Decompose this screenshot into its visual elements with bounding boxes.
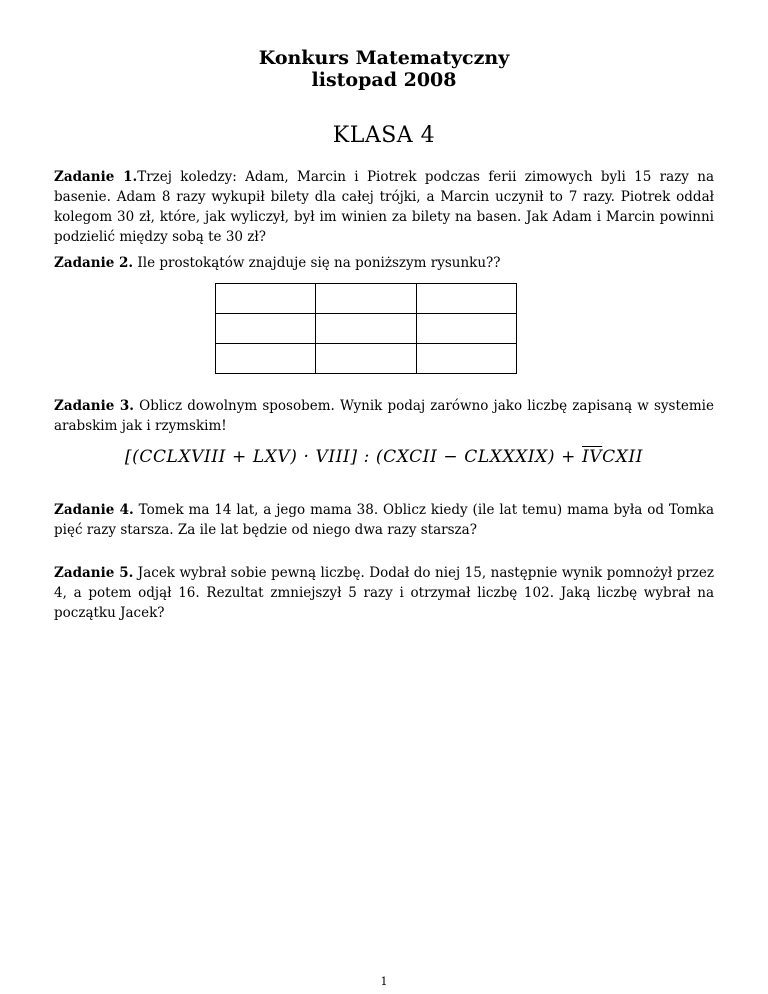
grid-cell	[416, 284, 516, 314]
task-1-text: Trzej koledzy: Adam, Marcin i Piotrek podczas ferii zimowych byli 15 razy na basenie. Adam 8 razy wykupił bilety dla całej trójki, a Marcin uczynił to 7 razy. Piotrek oddał kolegom 30 zł, które, jak wyliczył, był im winien za bilety na basen. Jak Adam i Marcin powinni podzielić między sobą te 30 zł?	[54, 169, 715, 245]
expression-main-part: [(CCLXVIII + LXV) · VIII] : (CXCII − CLXXXIX) +	[124, 447, 582, 467]
expression-final-part: CXII	[602, 447, 644, 467]
task-4-text: Tomek ma 14 lat, a jego mama 38. Oblicz kiedy (ile lat temu) mama była od Tomka pięć razy starsza. Za ile lat będzie od niego dwa razy starsza?	[54, 502, 714, 538]
page-number: 1	[380, 975, 388, 988]
grid-cell	[416, 344, 516, 374]
roman-numeral-expression	[0, 447, 768, 467]
grid-row	[216, 314, 517, 344]
task-3	[54, 396, 714, 436]
task-2-label: Zadanie 2.	[54, 255, 134, 271]
grid-row	[216, 344, 517, 374]
grid-cell	[316, 284, 416, 314]
task-5-text: Jacek wybrał sobie pewną liczbę. Dodał do niej 15, następnie wynik pomnożył przez 4, a potem odjął 16. Rezultat zmniejszył 5 razy i otrzymał liczbę 102. Jaką liczbę wybrał na początku Jacek?	[54, 565, 714, 621]
task-1	[54, 167, 714, 247]
grid-cell	[216, 314, 316, 344]
grid-row	[216, 284, 517, 314]
grid-cell	[316, 344, 416, 374]
grid-cell	[216, 284, 316, 314]
task-4	[54, 500, 714, 540]
grid-cell	[216, 344, 316, 374]
task-5-label: Zadanie 5.	[54, 565, 134, 581]
task-3-label: Zadanie 3.	[54, 398, 134, 414]
document-subtitle-date: listopad 2008	[311, 69, 457, 91]
grid-cell	[416, 314, 516, 344]
task-1-label: Zadanie 1.	[54, 169, 138, 185]
grid-cell	[316, 314, 416, 344]
task-3-text: Oblicz dowolnym sposobem. Wynik podaj zarówno jako liczbę zapisaną w systemie arabskim jak i rzymskim!	[54, 398, 714, 434]
task-2-text: Ile prostokątów znajduje się na poniższym rysunku??	[137, 255, 501, 271]
expression-overlined-numeral: $\overline{IV}$	[581, 447, 603, 467]
class-heading: KLASA 4	[332, 123, 436, 148]
document-title: Konkurs Matematyczny	[258, 47, 510, 69]
task-4-label: Zadanie 4.	[54, 502, 134, 518]
task-2	[54, 253, 714, 273]
rectangles-grid-figure	[215, 283, 517, 374]
task-5	[54, 563, 714, 623]
